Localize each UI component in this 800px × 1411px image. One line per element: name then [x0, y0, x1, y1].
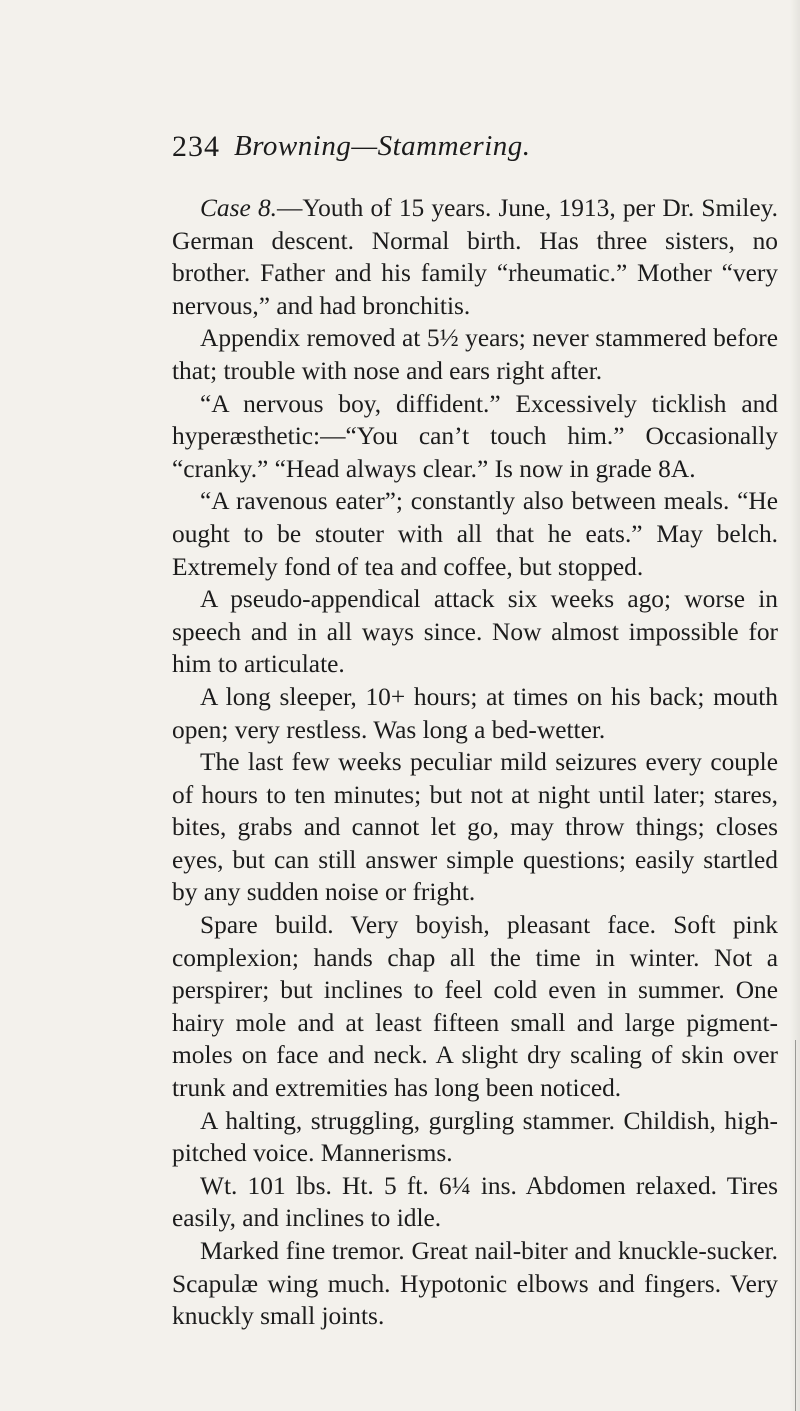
body-text	[172, 192, 778, 1333]
running-title: Browning—Stammering.	[234, 130, 531, 162]
running-head	[172, 130, 642, 170]
paragraph: Marked fine tremor. Great nail-biter and knuckle-sucker. Scapulæ wing much. Hypotonic elbows and fingers. Very knuckly small joints.	[172, 1237, 778, 1331]
paragraph	[172, 192, 778, 322]
page-number: 234	[172, 130, 220, 163]
paragraph: The last few weeks peculiar mild seizures every couple of hours to ten minutes; but not at night until later; stares, bites, grabs and cannot let go, may throw things; closes eyes, but can still answer simple questions; easily startled by any sudden noise or fright.	[172, 748, 778, 907]
page-edge-line	[795, 1040, 796, 1411]
paragraph: A halting, struggling, gurgling stammer. Childish, high-pitched voice. Mannerisms.	[172, 1106, 778, 1168]
paragraph: Spare build. Very boyish, pleasant face. Soft pink complexion; hands chap all the time in winter. Not a perspirer; but inclines to feel cold even in summer. One hairy mole and at least fifteen small and large pigment-moles on face and neck. A slight dry scaling of skin over trunk and extremities has long been noticed.	[172, 911, 778, 1103]
paragraph: A long sleeper, 10+ hours; at times on his back; mouth open; very restless. Was long a bed-wetter.	[172, 682, 778, 744]
paragraph: Appendix removed at 5½ years; never stammered before that; trouble with nose and ears right after.	[172, 324, 778, 385]
case-label: Case 8.	[200, 194, 277, 222]
paragraph: “A ravenous eater”; constantly also between meals. “He ought to be stouter with all that he eats.” May belch. Extremely fond of tea and coffee, but stopped.	[172, 487, 778, 581]
paragraph: Wt. 101 lbs. Ht. 5 ft. 6¼ ins. Abdomen relaxed. Tires easily, and inclines to idle.	[172, 1171, 778, 1233]
paragraph: A pseudo-appendical attack six weeks ago; worse in speech and in all ways since. Now almost impossible for him to articulate.	[172, 585, 778, 679]
paragraph: “A nervous boy, diffident.” Excessively ticklish and hyperæsthetic:—“You can’t touch him.” Occasionally “cranky.” “Head always clear.” Is now in grade 8A.	[172, 389, 778, 483]
case-intro: —Youth of 15 years. June, 1913, per Dr. Smiley. German descent. Normal birth. Has three sisters, no brother. Father and his family “rheumatic.” Mother “very nervous,” and had bronchitis.	[172, 194, 778, 320]
